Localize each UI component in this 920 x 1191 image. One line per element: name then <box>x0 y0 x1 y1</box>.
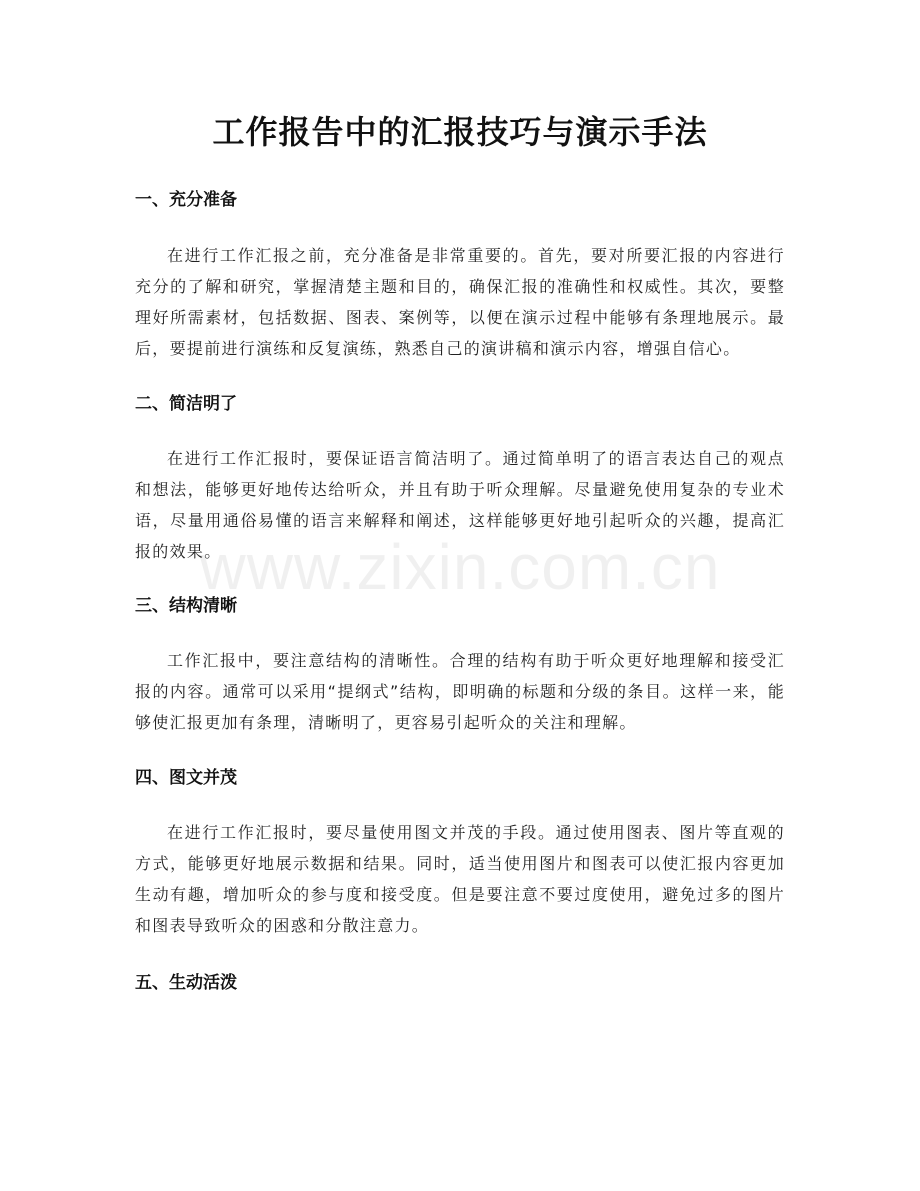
watermark: www.zixin.com.cn <box>199 531 721 603</box>
section-paragraph-2: 在进行工作汇报时，要保证语言简洁明了。通过简单明了的语言表达自己的观点和想法，能够更好地传达给听众，并且有助于听众理解。尽量避免使用复杂的专业术语，尽量用通俗易懂的语言来解释和阐述，这样能够更好地引起听众的兴趣，提高汇报的效果。 <box>135 449 785 561</box>
section-heading-4: 四、图文并茂 <box>135 768 237 788</box>
section-paragraph-4: 在进行工作汇报时，要尽量使用图文并茂的手段。通过使用图表、图片等直观的方式，能够更好地展示数据和结果。同时，适当使用图片和图表可以使汇报内容更加生动有趣，增加听众的参与度和接受度。但是要注意不要过度使用，避免过多的图片和图表导致听众的困惑和分散注意力。 <box>135 823 785 935</box>
section-paragraph-1: 在进行工作汇报之前，充分准备是非常重要的。首先，要对所要汇报的内容进行充分的了解和研究，掌握清楚主题和目的，确保汇报的准确性和权威性。其次，要整理好所需素材，包括数据、图表、案例等，以便在演示过程中能够有条理地展示。最后，要提前进行演练和反复演练，熟悉自己的演讲稿和演示内容，增强自信心。 <box>135 246 785 358</box>
section-heading-3: 三、结构清晰 <box>135 596 237 616</box>
document-title: 工作报告中的汇报技巧与演示手法 <box>212 113 708 151</box>
section-paragraph-3: 工作汇报中，要注意结构的清晰性。合理的结构有助于听众更好地理解和接受汇报的内容。通常可以采用“提纲式”结构，即明确的标题和分级的条目。这样一来，能够使汇报更加有条理，清晰明了，更容易引起听众的关注和理解。 <box>135 651 785 732</box>
section-heading-2: 二、简洁明了 <box>135 394 237 414</box>
section-heading-1: 一、充分准备 <box>135 190 237 210</box>
section-heading-5: 五、生动活泼 <box>135 973 237 993</box>
